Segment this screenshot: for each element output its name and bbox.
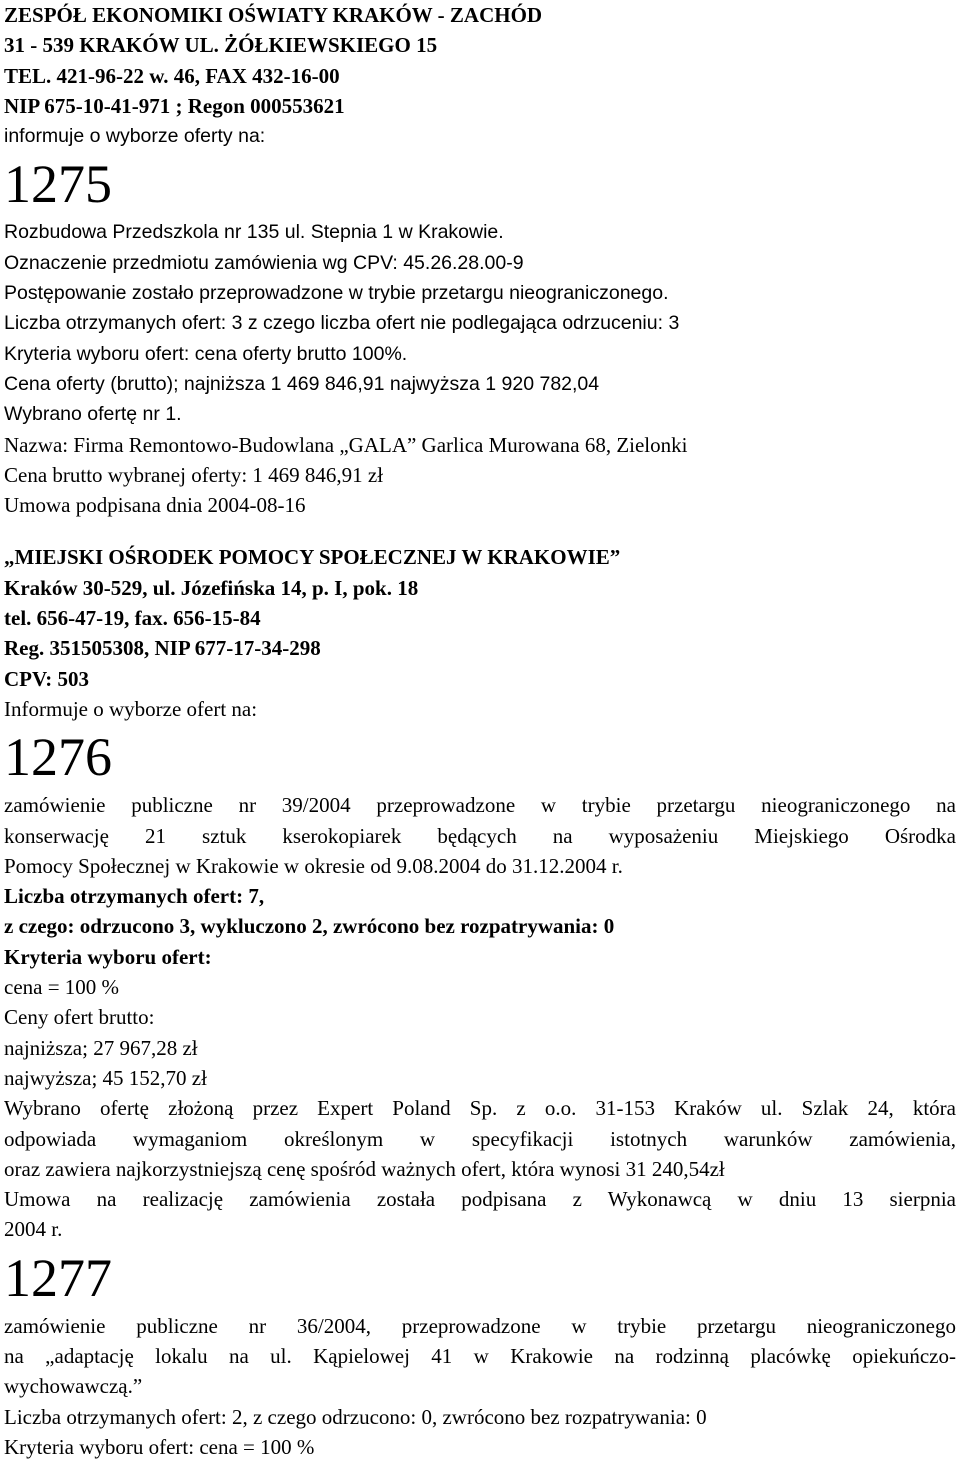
description-line: zamówienie publiczne nr 36/2004, przeprowadzone w trybie przetargu nieograniczonego [4,1313,956,1338]
intro-text: Informuje o wyborze ofert na: [4,696,258,721]
selection-line: odpowiada wymaganiom określonym w specyfikacji istotnych warunków zamówienia, [4,1126,956,1151]
procedure-line: Postępowanie zostało przeprowadzone w trybie przetargu nieograniczonego. [4,282,669,305]
org-address: Kraków 30-529, ul. Józefińska 14, p. I, pok. 18 [4,575,419,600]
notice-1277 [4,1245,956,1462]
description-line: na „adaptację lokalu na ul. Kąpielowej 41 w Krakowie na rodzinną placówkę opiekuńczo- [4,1343,956,1368]
selection-line: Wybrano ofertę złożoną przez Expert Poland Sp. z o.o. 31-153 Kraków ul. Szlak 24, która [4,1096,956,1121]
notice-1275 [4,0,956,520]
criteria-line: Kryteria wyboru ofert: cena oferty brutto 100%. [4,342,408,365]
description-line: Pomocy Społecznej w Krakowie w okresie od 9.08.2004 do 31.12.2004 r. [4,853,623,878]
notice-number: 1276 [4,727,112,788]
contract-line: Umowa na realizację zamówienia została podpisana z Wykonawcą w dniu 13 sierpnia [4,1187,956,1212]
offers-count-line: Liczba otrzymanych ofert: 2, z czego odrzucono: 0, zwrócono bez rozpatrywania: 0 [4,1404,707,1429]
offers-count-line: Liczba otrzymanych ofert: 3 z czego liczba ofert nie podlegająca odrzuceniu: 3 [4,312,680,335]
org-name: „MIEJSKI OŚRODEK POMOCY SPOŁECZNEJ W KRAKOWIE” [4,545,621,570]
cpv-line: Oznaczenie przedmiotu zamówienia wg CPV: 45.26.28.00-9 [4,251,524,274]
section-spacer [4,520,956,542]
contract-date-line: Umowa podpisana dnia 2004-08-16 [4,493,306,518]
notice-number: 1275 [4,154,112,215]
lowest-price: najniższa; 27 967,28 zł [4,1035,198,1060]
selected-offer-line: Wybrano ofertę nr 1. [4,403,182,426]
criteria-heading: Kryteria wyboru ofert: [4,944,212,969]
price-range-line: Cena oferty (brutto); najniższa 1 469 846,91 najwyższa 1 920 782,04 [4,372,600,395]
criteria-value: cena = 100 % [4,975,120,1000]
notice-title: Rozbudowa Przedszkola nr 135 ul. Stepnia 1 w Krakowie. [4,221,504,244]
contractor-line: Nazwa: Firma Remontowo-Budowlana „GALA” Garlica Murowana 68, Zielonki [4,432,688,457]
org-address: 31 - 539 KRAKÓW UL. ŻÓŁKIEWSKIEGO 15 [4,33,438,58]
intro-text: informuje o wyborze oferty na: [4,125,266,148]
selected-price-line: Cena brutto wybranej oferty: 1 469 846,91 zł [4,462,384,487]
contract-line: 2004 r. [4,1217,63,1242]
criteria-line: Kryteria wyboru ofert: cena = 100 % [4,1434,315,1459]
offers-count-line: Liczba otrzymanych ofert: 7, [4,884,265,909]
description-line: zamówienie publiczne nr 39/2004 przeprowadzone w trybie przetargu nieograniczonego na [4,793,956,818]
highest-price: najwyższa; 45 152,70 zł [4,1065,207,1090]
org-phone: tel. 656-47-19, fax. 656-15-84 [4,606,261,631]
prices-heading: Ceny ofert brutto: [4,1005,155,1030]
org-nip: NIP 675-10-41-971 ; Regon 000553621 [4,93,345,118]
notice-number: 1277 [4,1247,112,1308]
org-name: ZESPÓŁ EKONOMIKI OŚWIATY KRAKÓW - ZACHÓD [4,3,543,27]
notice-1276 [4,542,956,1244]
org-phone: TEL. 421-96-22 w. 46, FAX 432-16-00 [4,63,340,88]
description-line: wychowawczą.” [4,1374,143,1399]
rejected-line: z czego: odrzucono 3, wykluczono 2, zwrócono bez rozpatrywania: 0 [4,914,615,939]
selection-line: oraz zawiera najkorzystniejszą cenę spośród ważnych ofert, która wynosi 31 240,54zł [4,1156,725,1181]
description-line: konserwację 21 sztuk kserokopiarek będących na wyposażeniu Miejskiego Ośrodka [4,823,956,848]
org-cpv: CPV: 503 [4,666,89,691]
org-registry: Reg. 351505308, NIP 677-17-34-298 [4,636,321,661]
